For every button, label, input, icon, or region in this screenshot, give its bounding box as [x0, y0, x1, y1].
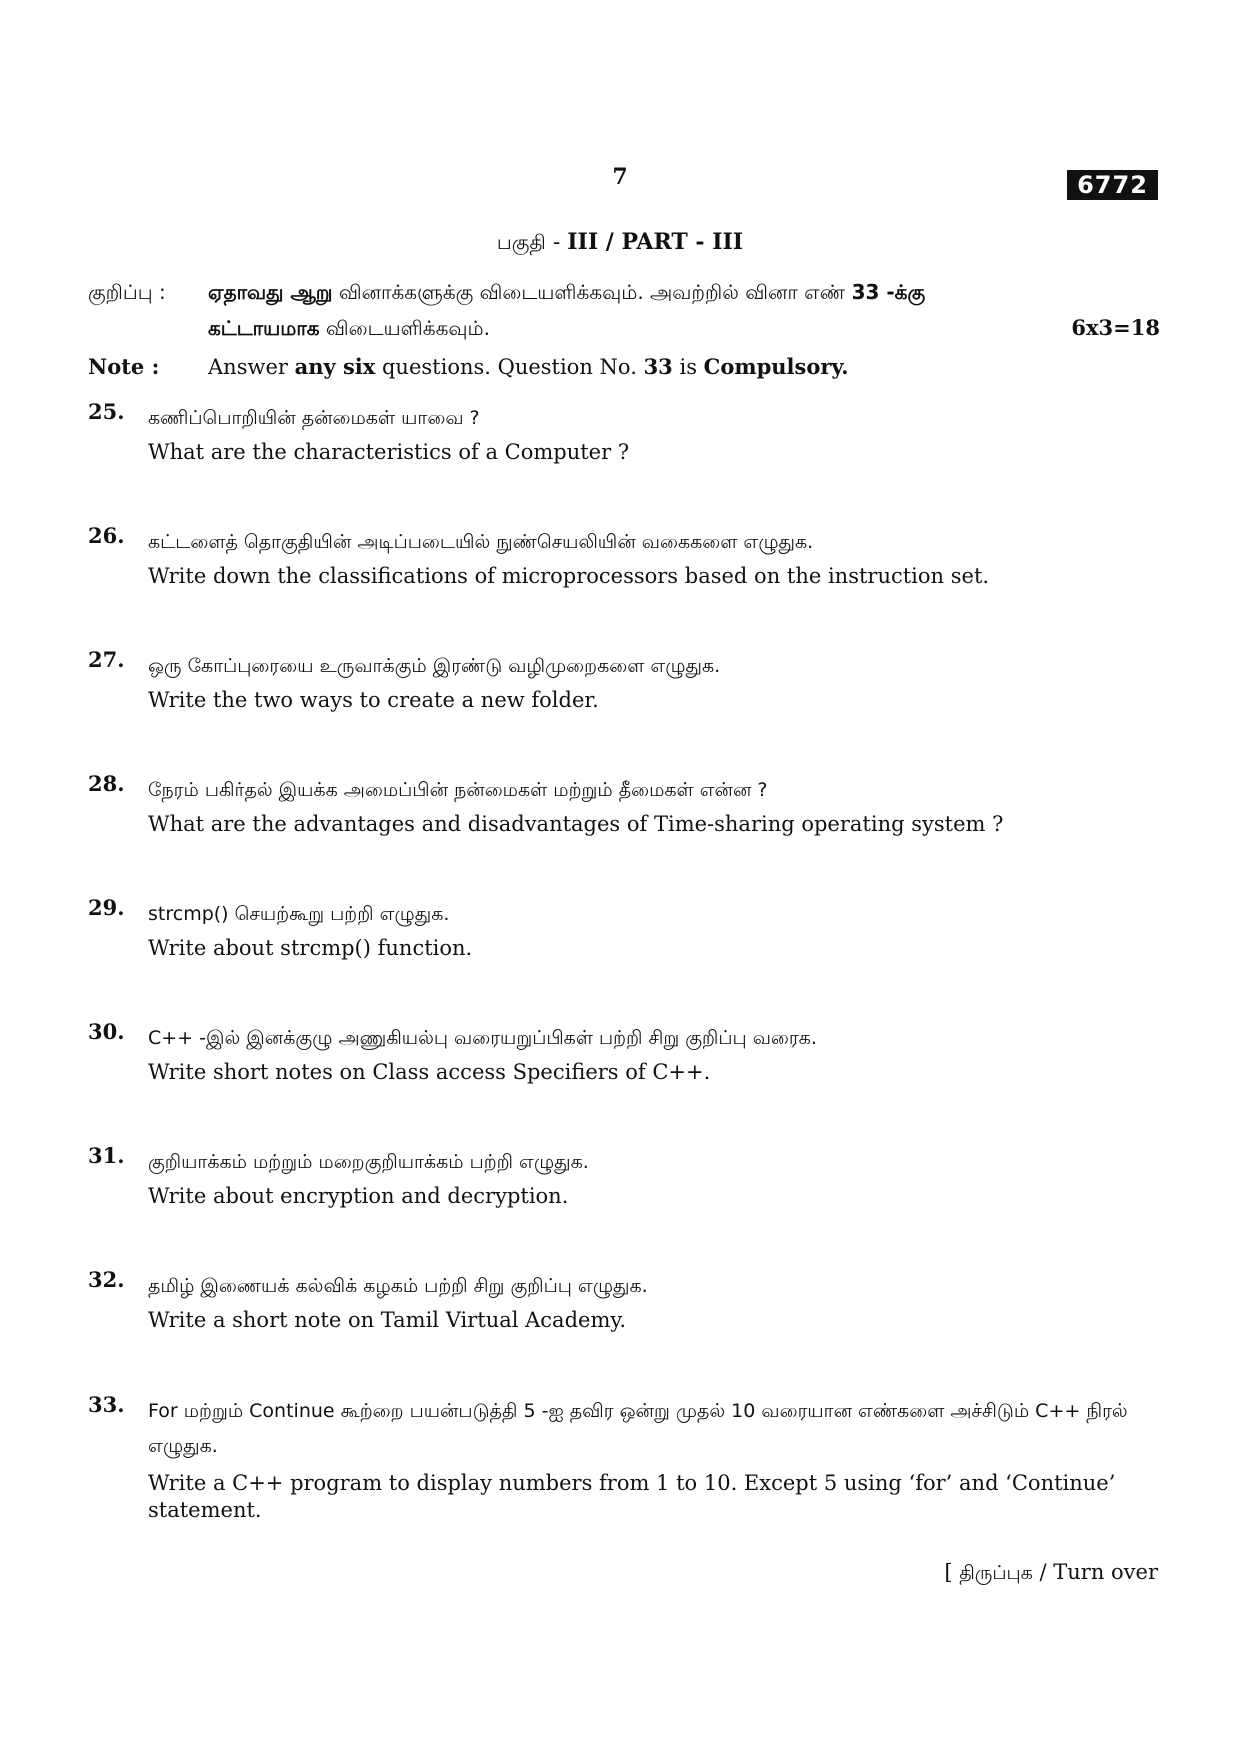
- part-title-roman: III: [567, 229, 599, 255]
- question-english: Write down the classifications of microprocessors based on the instruction set.: [148, 564, 990, 588]
- question-english: Write short notes on Class access Specifiers of C++.: [148, 1060, 711, 1084]
- note-tamil-label: குறிப்பு :: [88, 280, 166, 304]
- turn-over-bracket: [: [944, 1560, 960, 1584]
- note-english-label: Note :: [88, 354, 160, 379]
- question-number: 28.: [88, 771, 125, 796]
- part-title-tamil: பகுதி: [496, 230, 546, 254]
- part-title: [0, 229, 1240, 257]
- question-tamil: கட்டளைத் தொகுதியின் அடிப்படையில் நுண்செயலியின் வகைகளை எழுதுக.: [148, 531, 814, 553]
- part-title-english: PART - III: [621, 229, 744, 255]
- note-tamil-bold3: கட்டாயமாக: [208, 316, 320, 340]
- note-tamil-text2: விடையளிக்கவும்.: [319, 316, 490, 340]
- note-english-b1: any six: [294, 354, 376, 379]
- question-tamil: தமிழ் இணையக் கல்விக் கழகம் பற்றி சிறு குறிப்பு எழுதுக.: [148, 1275, 648, 1297]
- page-number: 7: [612, 164, 628, 190]
- turn-over-note: [944, 1560, 1158, 1587]
- question-tamil: குறியாக்கம் மற்றும் மறைகுறியாக்கம் பற்றி எழுதுக.: [148, 1151, 589, 1173]
- question-english: Write about strcmp() function.: [148, 936, 473, 960]
- paper-code-badge: 6772: [1067, 170, 1158, 200]
- note-english-b3: Compulsory.: [703, 354, 849, 379]
- note-tamil-text: [208, 274, 1160, 346]
- question-number: 33.: [88, 1392, 125, 1417]
- question-english: Write the two ways to create a new folder.: [148, 688, 599, 712]
- question-english: What are the characteristics of a Computer ?: [148, 440, 630, 464]
- marks-allocation: 6x3=18: [1071, 315, 1160, 340]
- question-tamil: strcmp() செயற்கூறு பற்றி எழுதுக.: [148, 903, 450, 925]
- note-tamil-text1: வினாக்களுக்கு விடையளிக்கவும். அவற்றில் வினா எண்: [332, 280, 852, 304]
- question-tamil: ஒரு கோப்புரையை உருவாக்கும் இரண்டு வழிமுறைகளை எழுதுக.: [148, 655, 721, 677]
- turn-over-english: / Turn over: [1032, 1560, 1158, 1584]
- note-english-b2: 33: [643, 354, 673, 379]
- question-english: Write a short note on Tamil Virtual Academy.: [148, 1308, 627, 1332]
- question-number: 30.: [88, 1019, 125, 1044]
- note-tamil-bold1: ஏதாவது ஆறு: [208, 280, 333, 304]
- question-tamil: கணிப்பொறியின் தன்மைகள் யாவை ?: [148, 407, 480, 429]
- turn-over-tamil: திருப்புக: [959, 1562, 1033, 1584]
- note-english-t1: Answer: [208, 355, 295, 379]
- question-number: 25.: [88, 399, 125, 424]
- note-english-text: [208, 354, 849, 379]
- question-tamil: நேரம் பகிர்தல் இயக்க அமைப்பின் நன்மைகள் மற்றும் தீமைகள் என்ன ?: [148, 779, 768, 801]
- question-number: 32.: [88, 1267, 125, 1292]
- note-english-t3: is: [672, 355, 704, 379]
- question-english: What are the advantages and disadvantages of Time-sharing operating system ?: [148, 812, 1004, 836]
- part-title-sep: -: [545, 230, 568, 255]
- note-tamil-bold2: 33 -க்கு: [851, 280, 926, 304]
- question-number: 26.: [88, 523, 125, 548]
- part-title-slash: /: [598, 229, 622, 255]
- question-number: 27.: [88, 647, 125, 672]
- note-english-t2: questions. Question No.: [375, 355, 644, 379]
- question-tamil: For மற்றும் Continue கூற்றை பயன்படுத்தி 5 -ஐ தவிர ஒன்று முதல் 10 வரையான எண்களை அச்சிடும் C++ நிரல் எழுதுக.: [148, 1400, 1128, 1457]
- question-english: Write a C++ program to display numbers from 1 to 10. Except 5 using ‘for’ and ‘Continue’ statement.: [148, 1471, 1116, 1522]
- question-number: 31.: [88, 1143, 125, 1168]
- question-number: 29.: [88, 895, 125, 920]
- question-tamil: C++ -இல் இனக்குழு அணுகியல்பு வரையறுப்பிகள் பற்றி சிறு குறிப்பு வரைக.: [148, 1027, 817, 1049]
- question-english: Write about encryption and decryption.: [148, 1184, 569, 1208]
